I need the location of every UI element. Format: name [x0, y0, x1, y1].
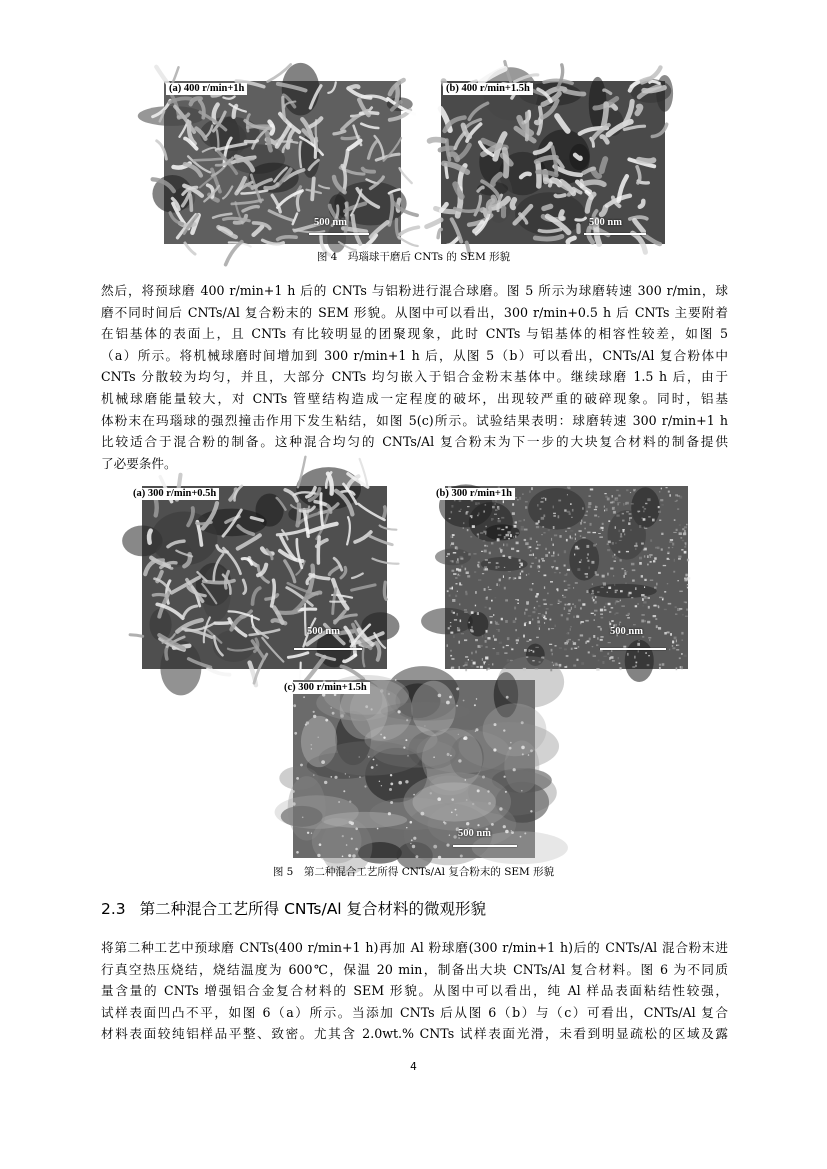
scale-bar: [584, 233, 646, 235]
scale-bar: [309, 233, 369, 235]
sem-image-fig4b: [441, 81, 665, 244]
section-title: 第二种混合工艺所得 CNTs/Al 复合材料的微观形貌: [139, 900, 487, 918]
scale-label: 500 nm: [307, 626, 340, 637]
sem-texture: [441, 81, 665, 244]
text-line: 量含量的 CNTs 增强铝合金复合材料的 SEM 形貌。从图中可以看出，纯 Al 样品表面粘结性较强，: [101, 983, 728, 999]
sem-image-fig5a: [133, 486, 387, 669]
text-line: 材料表面较纯铝样品平整、致密。尤其含 2.0wt.% CNTs 试样表面光滑，未看到明显疏松的区域及露: [101, 1026, 728, 1042]
panel-label: (c) 300 r/min+1.5h: [281, 682, 370, 694]
text-line: 磨不同时间后 CNTs/Al 复合粉末的 SEM 形貌。从图中可以看出，300 r/min+0.5 h 后 CNTs 主要附着: [101, 304, 728, 320]
scale-label: 500 nm: [610, 626, 643, 637]
figure-caption: 图 4 玛瑙球干磨后 CNTs 的 SEM 形貌: [316, 251, 511, 263]
scale-bar: [453, 845, 517, 847]
text-line: CNTs 分散较为均匀，并且，大部分 CNTs 均匀嵌入于铝合金粉末基体中。继续球磨 1.5 h 后，由于: [101, 369, 728, 385]
text-line: 体粉末在玛瑙球的强烈撞击作用下发生粘结，如图 5(c)所示。试验结果表明：球磨转速 300 r/min+1 h: [101, 412, 728, 428]
panel-label: (a) 300 r/min+0.5h: [130, 488, 219, 500]
scale-label: 500 nm: [314, 217, 347, 228]
section-heading: [101, 899, 486, 919]
page-number: 4: [410, 1061, 417, 1073]
scale-label: 500 nm: [458, 828, 491, 839]
text-line: 试样表面凹凸不平，如图 6（a）所示。当添加 CNTs 后从图 6（b）与（c）可看出，CNTs/Al 复合: [101, 1004, 728, 1020]
sem-image-fig5b: [436, 486, 688, 669]
sem-texture: [142, 486, 387, 669]
sem-image-fig4a: [164, 81, 401, 244]
sem-texture: [293, 680, 535, 858]
figure-caption: 图 5 第二种混合工艺所得 CNTs/Al 复合粉末的 SEM 形貌: [272, 866, 555, 878]
panel-label: (a) 400 r/min+1h: [166, 83, 247, 95]
panel-label: (b) 300 r/min+1h: [433, 488, 515, 500]
text-line: 机械球磨能量较大，对 CNTs 管壁结构造成一定程度的破坏，出现较严重的破碎现象。同时，铝基: [101, 390, 728, 406]
panel-label: (b) 400 r/min+1.5h: [443, 83, 533, 95]
text-line: 比较适合于混合粉的制备。这种混合均匀的 CNTs/Al 复合粉末为下一步的大块复合材料的制备提供: [101, 434, 728, 450]
sem-texture: [164, 81, 401, 244]
text-line: （a）所示。将机械球磨时间增加到 300 r/min+1 h 后，从图 5（b）可以看出，CNTs/Al 复合粉体中: [101, 347, 728, 363]
section-number: 2.3: [101, 900, 126, 918]
text-line: 将第二种工艺中预球磨 CNTs(400 r/min+1 h)再加 Al 粉球磨(300 r/min+1 h)后的 CNTs/Al 混合粉末进: [101, 940, 728, 955]
text-line: 了必要条件。: [101, 455, 177, 471]
sem-image-fig5c: [284, 680, 535, 858]
body-paragraph: [101, 280, 728, 474]
scale-bar: [294, 648, 362, 650]
body-paragraph: [101, 937, 728, 1045]
text-line: 行真空热压烧结，烧结温度为 600℃，保温 20 min，制备出大块 CNTs/Al 复合材料。图 6 为不同质: [101, 961, 728, 977]
text-line: 在铝基体的表面上，且 CNTs 有比较明显的团聚现象，此时 CNTs 与铝基体的相容性较差，如图 5: [101, 326, 728, 342]
sem-texture: [445, 486, 688, 669]
scale-label: 500 nm: [589, 217, 622, 228]
text-line: 然后，将预球磨 400 r/min+1 h 后的 CNTs 与铝粉进行混合球磨。图 5 所示为球磨转速 300 r/min，球: [101, 283, 728, 298]
scale-bar: [600, 648, 666, 650]
